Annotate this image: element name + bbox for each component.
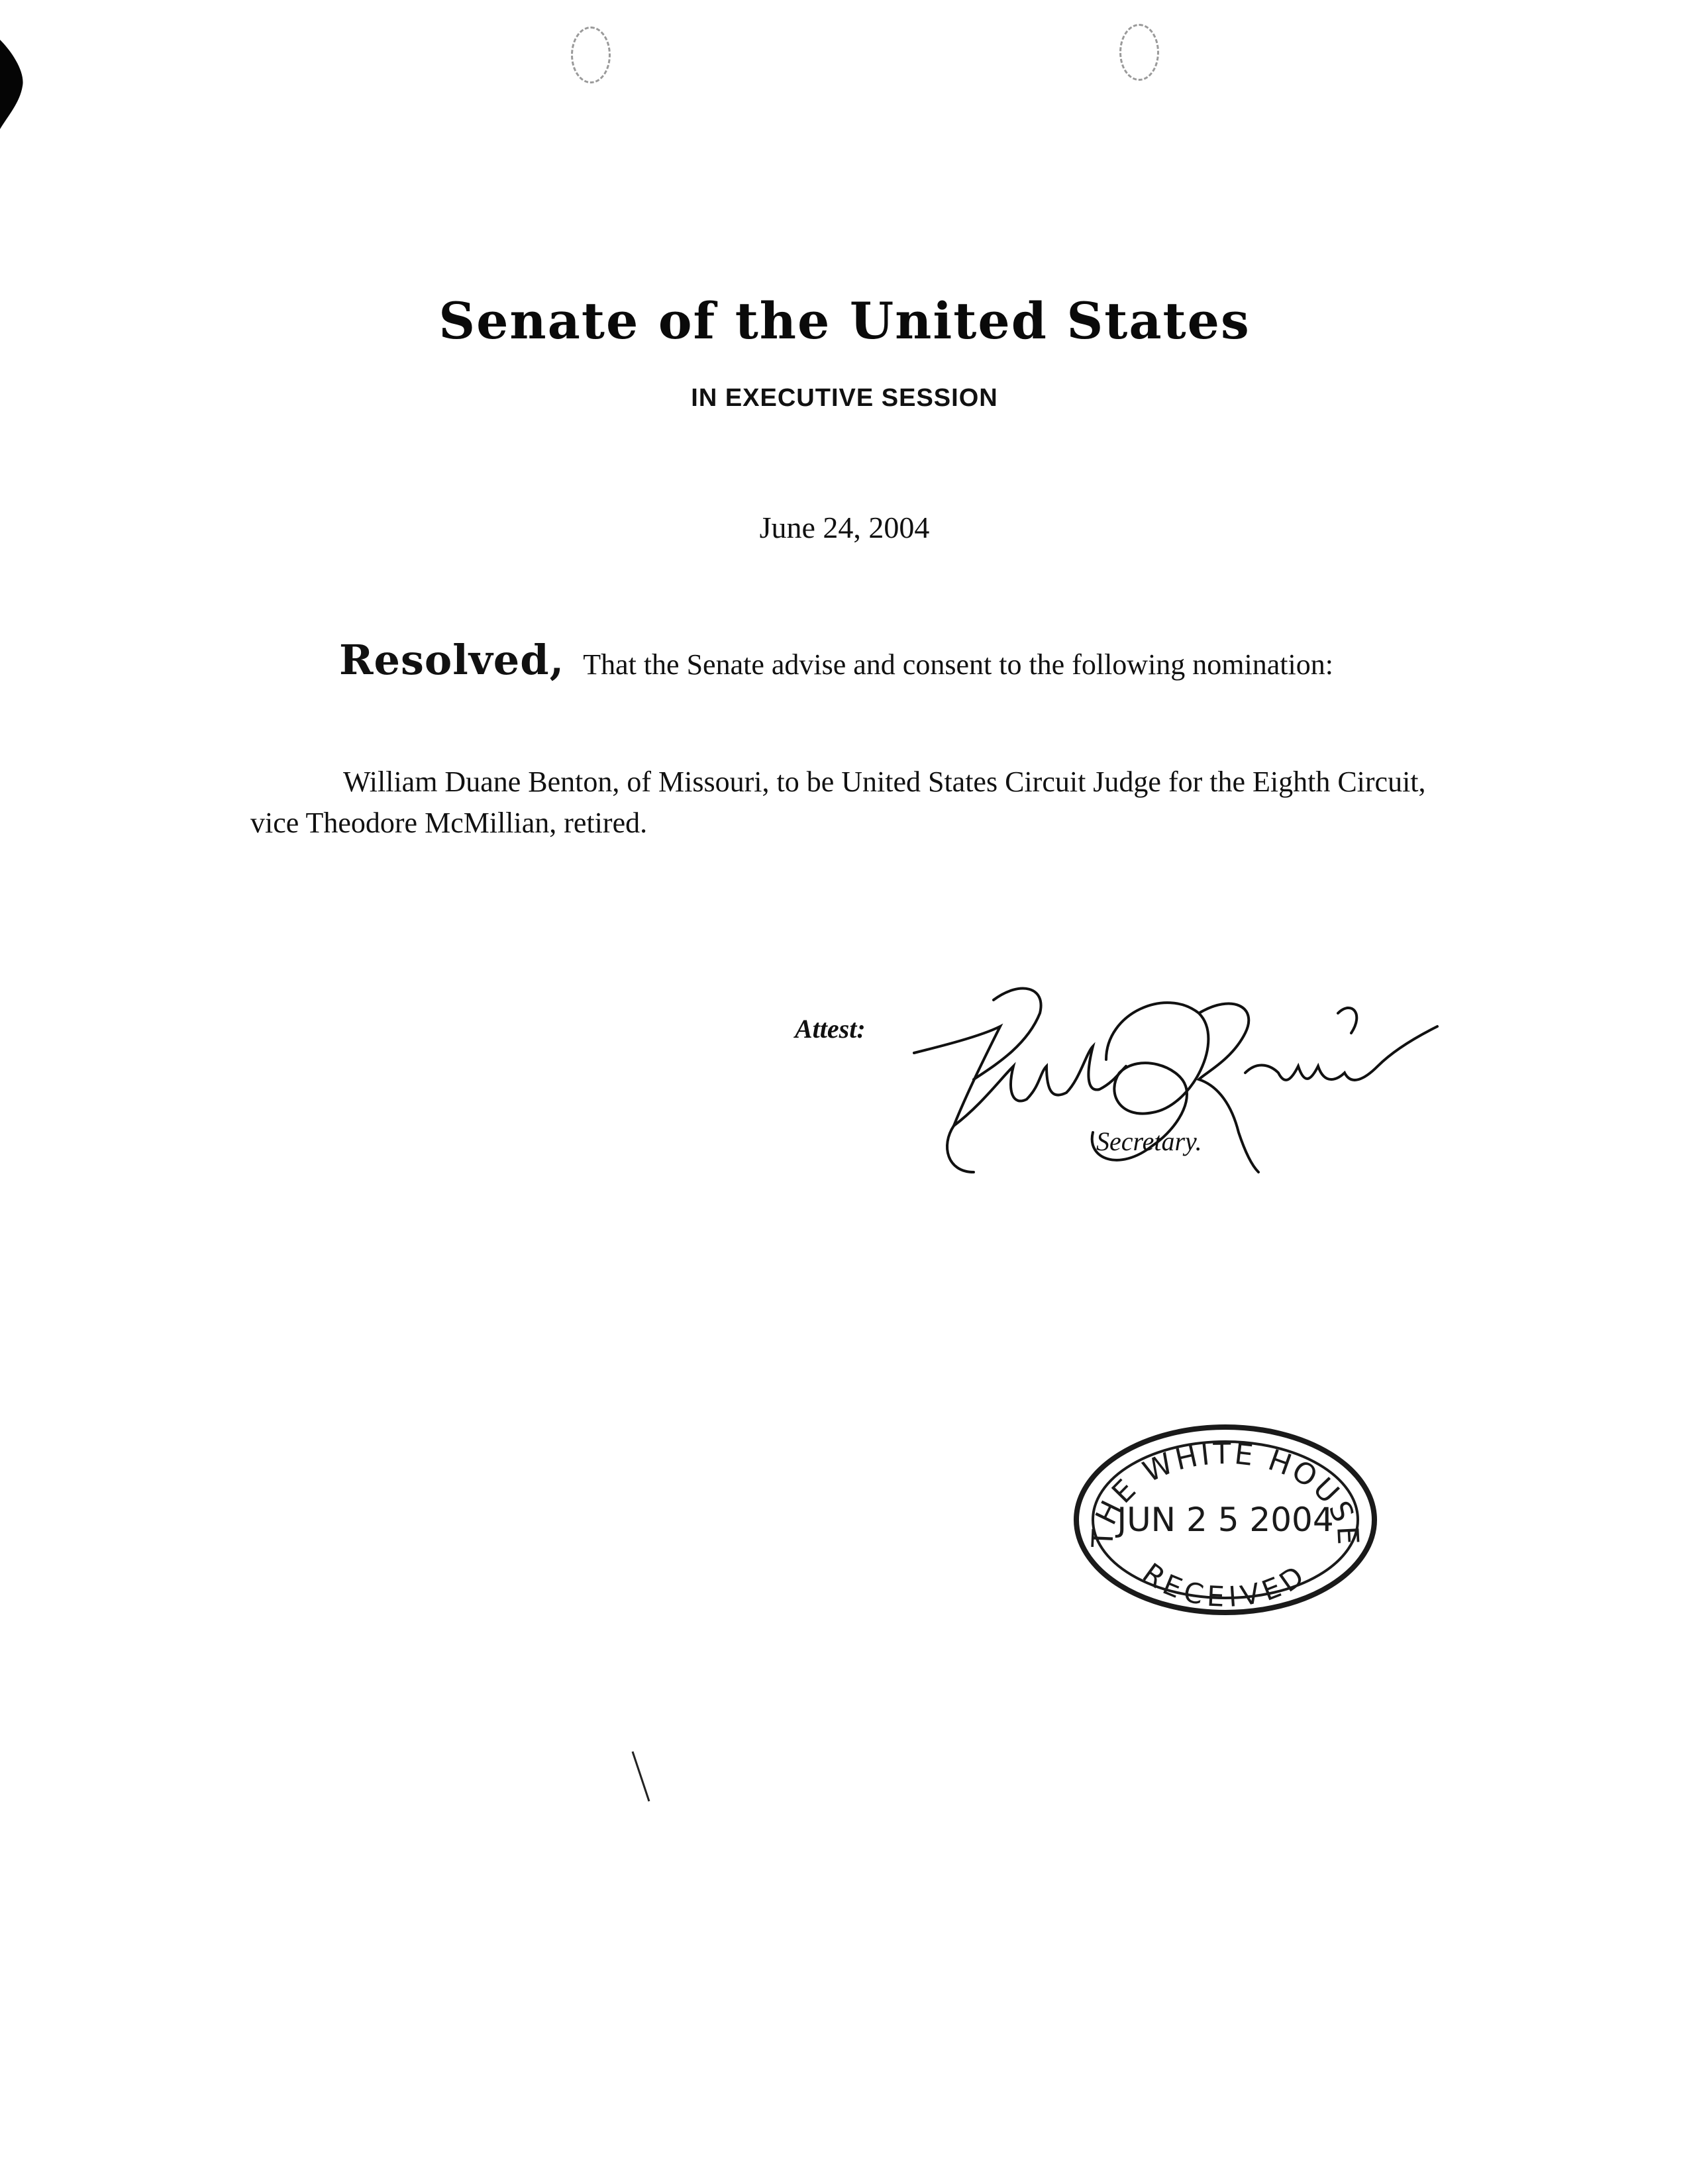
punch-hole-left	[571, 26, 611, 83]
punch-hole-right	[1119, 24, 1159, 81]
scan-blot-mark	[0, 40, 26, 132]
nomination-paragraph	[250, 762, 1449, 844]
attest-label: Attest:	[795, 1014, 866, 1044]
stamp-top-text: THE WHITE HOUSE	[1086, 1436, 1365, 1548]
session-subtitle: IN EXECUTIVE SESSION	[691, 384, 998, 412]
stamp-date: JUN 2 5 2004	[1117, 1501, 1334, 1539]
scan-stray-mark	[629, 1748, 656, 1808]
nomination-text: William Duane Benton, of Missouri, to be United States Circuit Judge for the Eighth Circuit, vice Theodore McMillian, retired.	[250, 766, 1426, 839]
document-date: June 24, 2004	[759, 511, 930, 544]
white-house-received-stamp	[1066, 1417, 1384, 1622]
document-title: Senate of the United States	[438, 291, 1251, 350]
resolution-text: That the Senate advise and consent to the following nomination:	[583, 648, 1333, 681]
stamp-bottom-text: RECEIVED	[1137, 1556, 1314, 1614]
secretary-label: Secretary.	[1096, 1126, 1202, 1156]
signature-image	[888, 973, 1457, 1192]
resolved-word: Resolved,	[339, 636, 565, 684]
resolution-line	[339, 636, 1465, 684]
